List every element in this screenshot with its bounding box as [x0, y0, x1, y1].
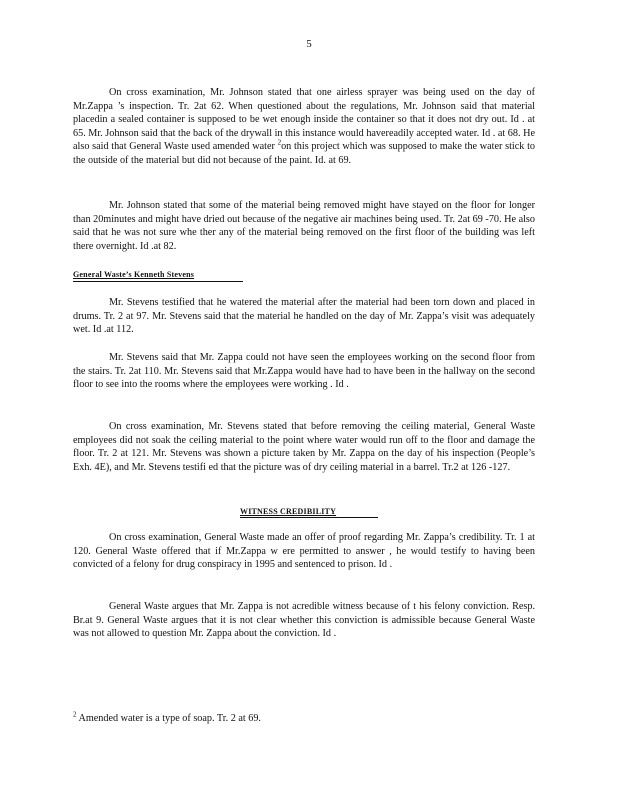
heading-underline — [240, 517, 378, 518]
footnote — [73, 712, 535, 725]
paragraph-stevens-stairs — [73, 351, 535, 392]
section-heading-stevens: General Waste’s Kenneth Stevens — [73, 270, 195, 279]
paragraph-text: Mr. Stevens testified that he watered the material after the material had been torn down and placed in drums. Tr. 2 at 97. Mr. Stevens said that the material he handled on the day of Mr. Zappa’s visit was adequately wet. Id .at 112. — [73, 297, 535, 336]
paragraph-text-continued: on this project which was supposed to make the water stick to the outside of the material but did not because of the paint. Id. at 69. — [73, 141, 536, 166]
paragraph-text: On cross examination, General Waste made an offer of proof regarding Mr. Zappa’s credibility. Tr. 1 at 120. General Waste offered that if Mr.Zappa w ere permitted to answer , he would testify to having been convicted of a felony for drug conspiracy in 1995 and sentenced to prison. Id . — [73, 532, 535, 571]
paragraph-text: General Waste argues that Mr. Zappa is not acredible witness because of t his felony conviction. Resp. Br.at 9. General Waste argues that it is not clear whether this conviction is admissible because General Waste was not allowed to question Mr. Zappa about the conviction. Id . — [73, 601, 535, 640]
paragraph-text: Mr. Johnson stated that some of the material being removed might have stayed on the floor for longer than 20minutes and might have dried out because of the negative air machines being used. Tr. 2at 69 -70. He also said that he was not sure whe ther any of the material being removed on the first floor of the building was left there overnight. Id .at 82. — [73, 200, 535, 252]
paragraph-johnson-dried — [73, 199, 535, 253]
paragraph-text: On cross examination, Mr. Stevens stated that before removing the ceiling material, General Waste employees did not soak the ceiling material to the point where water would run off to the floor and damage the floor. Tr. 2 at 121. Mr. Stevens was shown a picture taken by Mr. Zappa on the day of his inspection (People’s Exh. 4E), and Mr. Stevens testifi ed that the picture was of dry ceiling material in a barrel. Tr.2 at 126 -127. — [73, 421, 535, 473]
paragraph-stevens-cross — [73, 420, 535, 474]
paragraph-johnson-cross — [73, 86, 535, 168]
footnote-marker: 2 — [73, 710, 77, 719]
section-heading-credibility: WITNESS CREDIBILITY — [240, 507, 337, 516]
paragraph-felony-conviction — [73, 600, 535, 641]
heading-underline — [73, 281, 243, 282]
paragraph-offer-of-proof — [73, 531, 535, 572]
paragraph-text: Mr. Stevens said that Mr. Zappa could not have seen the employees working on the second floor from the stairs. Tr. 2at 110. Mr. Stevens said that Mr.Zappa would have had to have been in the hallway on the second floor to see into the rooms where the employees were working . Id . — [73, 352, 535, 391]
footnote-text: Amended water is a type of soap. Tr. 2 at 69. — [78, 713, 261, 724]
page-number: 5 — [306, 38, 312, 50]
paragraph-stevens-watered — [73, 296, 535, 337]
paragraph-text: On cross examination, Mr. Johnson stated that one airless sprayer was being used on the day of Mr.Zappa ’s inspection. Tr. 2at 62. When questioned about the regulations, Mr. Johnson said that material placedin a sealed container is supposed to be wet enough inside the container so that it does not dry out. Id . at 65. Mr. Johnson said that the back of the drywall in this instance would havereadily accepted water. Id . at 68. He also said that General Waste used amended water — [73, 87, 535, 153]
footnote-reference: 2 — [277, 138, 282, 147]
